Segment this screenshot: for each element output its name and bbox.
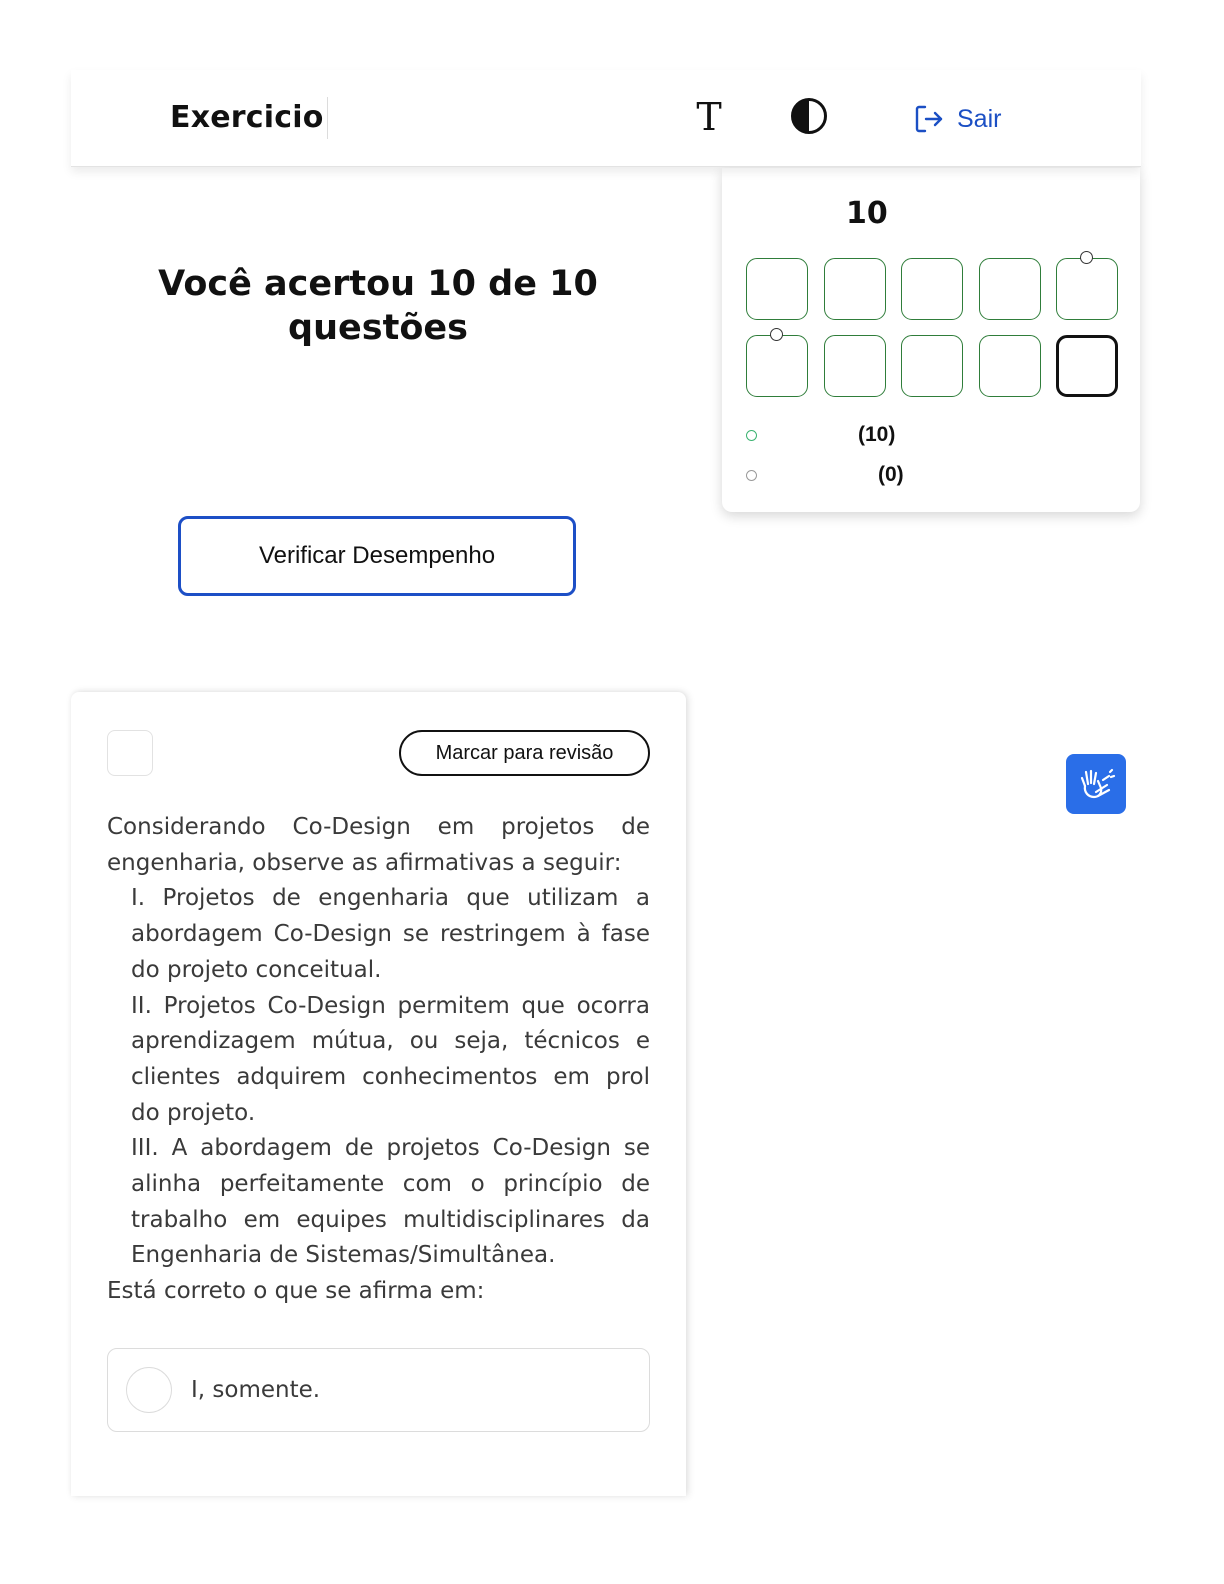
option-radio[interactable] xyxy=(126,1367,172,1413)
question-nav-button[interactable] xyxy=(824,335,886,397)
question-intro: Considerando Co-Design em projetos de engenharia, observe as afirmativas a seguir: xyxy=(107,814,650,876)
title-divider xyxy=(327,97,328,139)
legend-answered xyxy=(746,424,757,446)
review-flag-icon xyxy=(1080,251,1093,264)
statement-item: III. A abordagem de projetos Co-Design se alinha perfeitamente com o princípio de trabalho em equipes multidisciplinares da Engenharia de Sistemas/Simultânea. xyxy=(131,1135,650,1269)
question-navigator xyxy=(722,168,1140,512)
contrast-icon[interactable] xyxy=(789,96,829,136)
question-nav-button[interactable] xyxy=(979,258,1041,320)
page-title: Exercicio xyxy=(170,100,324,135)
question-nav-button[interactable] xyxy=(824,258,886,320)
option-label: I, somente. xyxy=(191,1377,321,1403)
sign-language-button[interactable] xyxy=(1066,754,1126,814)
statement-item: II. Projetos Co-Design permitem que ocorra aprendizagem mútua, ou seja, técnicos e clientes adquirem conhecimentos em prol do projeto. xyxy=(131,992,650,1126)
question-statement xyxy=(107,810,650,1310)
answered-count: (10) xyxy=(858,423,896,446)
unanswered-dot-icon xyxy=(746,470,757,481)
question-nav-button[interactable] xyxy=(901,258,963,320)
question-card xyxy=(71,692,686,1496)
sign-language-icon xyxy=(1076,764,1116,804)
answered-dot-icon xyxy=(746,430,757,441)
question-grid xyxy=(746,258,1118,398)
question-nav-button[interactable] xyxy=(901,335,963,397)
question-nav-button[interactable] xyxy=(746,258,808,320)
mark-for-review-button[interactable]: Marcar para revisão xyxy=(399,730,650,776)
question-number-box xyxy=(107,730,153,776)
text-size-icon[interactable]: T xyxy=(696,95,722,139)
exit-label: Sair xyxy=(957,104,1002,133)
question-nav-button[interactable] xyxy=(1056,258,1118,320)
question-total: 10 xyxy=(846,196,888,231)
unanswered-count: (0) xyxy=(878,463,904,486)
question-prompt: Está correto o que se afirma em: xyxy=(107,1278,485,1305)
result-heading: Você acertou 10 de 10 questões xyxy=(158,264,598,348)
logout-icon xyxy=(913,103,945,135)
review-flag-icon xyxy=(770,328,783,341)
legend-unanswered xyxy=(746,464,757,486)
verify-performance-button[interactable]: Verificar Desempenho xyxy=(178,516,576,596)
question-nav-button[interactable] xyxy=(1056,335,1118,397)
question-nav-button[interactable] xyxy=(746,335,808,397)
statement-item: I. Projetos de engenharia que utilizam a abordagem Co-Design se restringem à fase do projeto conceitual. xyxy=(131,885,650,983)
exit-button[interactable] xyxy=(913,101,1001,137)
answer-option[interactable] xyxy=(107,1348,650,1432)
top-bar xyxy=(71,70,1141,167)
question-nav-button[interactable] xyxy=(979,335,1041,397)
